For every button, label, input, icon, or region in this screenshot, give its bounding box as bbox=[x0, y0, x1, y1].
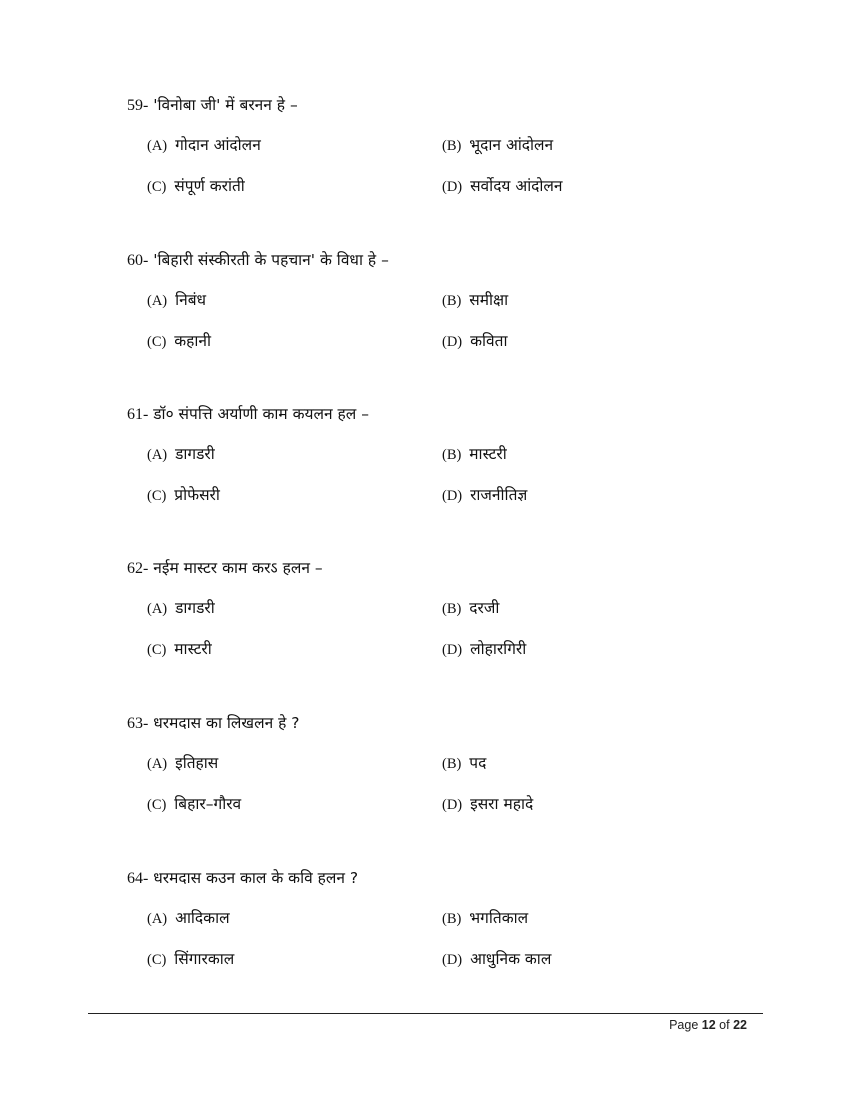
option-text: मास्टरी bbox=[469, 445, 507, 463]
question-number: 64- bbox=[127, 870, 149, 887]
question-60 bbox=[127, 250, 767, 370]
option-b bbox=[442, 908, 528, 929]
option-key: (C) bbox=[147, 952, 167, 968]
question-stem bbox=[127, 558, 323, 579]
option-key: (A) bbox=[147, 601, 168, 617]
option-a bbox=[147, 753, 218, 774]
option-key: (A) bbox=[147, 911, 168, 927]
option-d bbox=[442, 331, 507, 352]
option-key: (C) bbox=[147, 797, 167, 813]
option-key: (B) bbox=[442, 447, 462, 463]
option-text: इसरा महादे bbox=[470, 795, 534, 813]
option-key: (A) bbox=[147, 447, 168, 463]
question-number: 63- bbox=[127, 715, 149, 732]
option-text: भूदान आंदोलन bbox=[469, 136, 554, 154]
question-64 bbox=[127, 868, 767, 988]
option-key: (D) bbox=[442, 488, 463, 504]
question-61 bbox=[127, 404, 767, 524]
option-a bbox=[147, 908, 230, 929]
option-text: आदिकाल bbox=[175, 909, 230, 927]
option-key: (D) bbox=[442, 334, 463, 350]
option-text: गोदान आंदोलन bbox=[175, 136, 261, 154]
option-key: (D) bbox=[442, 797, 463, 813]
option-key: (A) bbox=[147, 293, 168, 309]
option-key: (B) bbox=[442, 756, 462, 772]
question-stem bbox=[127, 95, 298, 116]
option-key: (A) bbox=[147, 138, 168, 154]
option-a bbox=[147, 290, 206, 311]
option-text: मास्टरी bbox=[174, 640, 212, 658]
question-stem bbox=[127, 868, 358, 889]
option-text: निबंध bbox=[175, 291, 207, 309]
option-d bbox=[442, 485, 527, 506]
option-text: समीक्षा bbox=[469, 291, 509, 309]
option-c bbox=[147, 639, 212, 660]
option-d bbox=[442, 639, 526, 660]
option-d bbox=[442, 794, 533, 815]
option-c bbox=[147, 949, 234, 970]
question-59 bbox=[127, 95, 767, 215]
option-text: पद bbox=[469, 754, 487, 772]
question-text: 'विनोबा जी' में बरनन हे – bbox=[153, 96, 298, 114]
option-text: डागडरी bbox=[175, 445, 215, 463]
option-key: (A) bbox=[147, 756, 168, 772]
option-text: कहानी bbox=[174, 332, 212, 350]
option-b bbox=[442, 444, 507, 465]
option-text: बिहार–गौरव bbox=[174, 795, 242, 813]
option-c bbox=[147, 176, 245, 197]
question-text: धरमदास का लिखलन हे ? bbox=[153, 714, 300, 732]
option-text: इतिहास bbox=[175, 754, 219, 772]
question-text: 'बिहारी संस्कीरती के पहचान' के विधा हे – bbox=[153, 251, 389, 269]
option-b bbox=[442, 290, 508, 311]
option-text: आधुनिक काल bbox=[470, 950, 552, 968]
question-text: नईम मास्टर काम करऽ हलन – bbox=[153, 559, 323, 577]
option-key: (C) bbox=[147, 642, 167, 658]
option-b bbox=[442, 135, 553, 156]
question-number: 62- bbox=[127, 560, 149, 577]
option-text: डागडरी bbox=[175, 599, 215, 617]
option-b bbox=[442, 753, 486, 774]
question-text: डॉ० संपत्ति अर्याणी काम कयलन हल – bbox=[153, 405, 369, 423]
question-stem bbox=[127, 713, 300, 734]
question-number: 60- bbox=[127, 252, 149, 269]
page-number bbox=[669, 1018, 747, 1032]
option-c bbox=[147, 485, 220, 506]
option-text: कविता bbox=[470, 332, 508, 350]
total-pages: 22 bbox=[733, 1018, 747, 1032]
option-c bbox=[147, 794, 241, 815]
option-c bbox=[147, 331, 211, 352]
question-text: धरमदास कउन काल के कवि हलन ? bbox=[153, 869, 359, 887]
option-key: (C) bbox=[147, 334, 167, 350]
option-a bbox=[147, 444, 215, 465]
option-b bbox=[442, 598, 499, 619]
option-a bbox=[147, 598, 215, 619]
option-key: (B) bbox=[442, 293, 462, 309]
option-a bbox=[147, 135, 261, 156]
question-number: 59- bbox=[127, 97, 149, 114]
option-text: प्रोफेसरी bbox=[174, 486, 220, 504]
option-key: (C) bbox=[147, 488, 167, 504]
question-63 bbox=[127, 713, 767, 833]
question-stem bbox=[127, 250, 389, 271]
option-d bbox=[442, 176, 563, 197]
option-text: दरजी bbox=[469, 599, 500, 617]
option-key: (B) bbox=[442, 138, 462, 154]
option-key: (C) bbox=[147, 179, 167, 195]
option-key: (D) bbox=[442, 642, 463, 658]
question-62 bbox=[127, 558, 767, 678]
option-text: भगतिकाल bbox=[469, 909, 529, 927]
question-number: 61- bbox=[127, 406, 149, 423]
question-stem bbox=[127, 404, 369, 425]
option-key: (D) bbox=[442, 179, 463, 195]
option-key: (D) bbox=[442, 952, 463, 968]
option-key: (B) bbox=[442, 601, 462, 617]
current-page: 12 bbox=[701, 1018, 716, 1032]
page-label: Page bbox=[669, 1018, 699, 1032]
option-text: संपूर्ण करांती bbox=[174, 177, 245, 195]
option-text: सर्वोदय आंदोलन bbox=[470, 177, 563, 195]
option-text: राजनीतिज्ञ bbox=[470, 486, 528, 504]
option-key: (B) bbox=[442, 911, 462, 927]
option-text: लोहारगिरी bbox=[470, 640, 527, 658]
page-of-label: of bbox=[719, 1018, 730, 1032]
footer-divider bbox=[88, 1013, 763, 1014]
option-d bbox=[442, 949, 551, 970]
option-text: सिंगारकाल bbox=[174, 950, 235, 968]
